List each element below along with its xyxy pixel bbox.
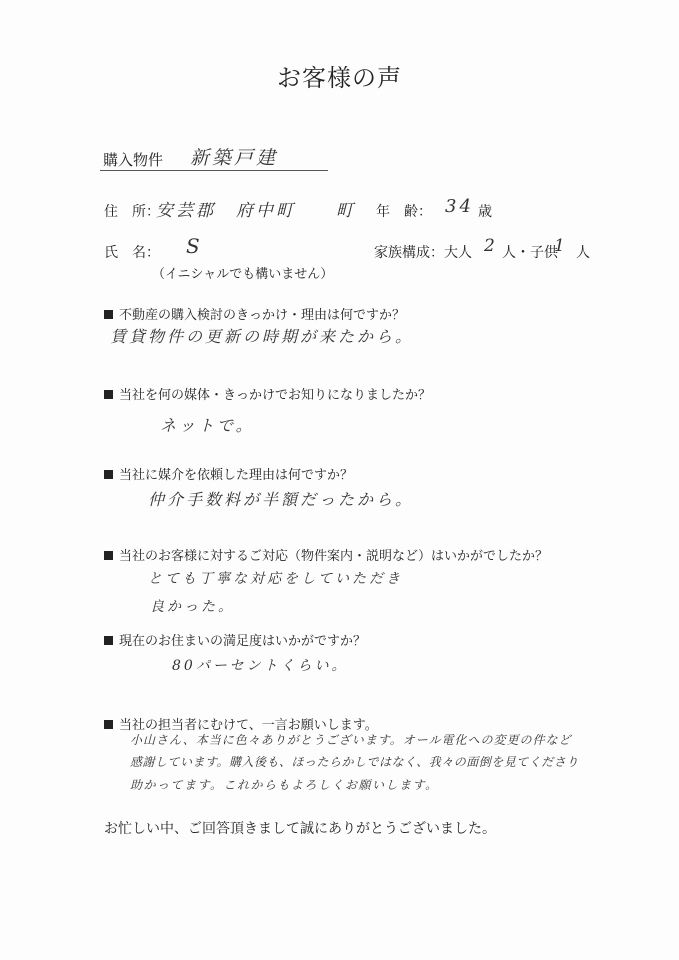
- question-2: [104, 384, 431, 403]
- family-adults: 2: [484, 236, 498, 256]
- question-text: 当社を何の媒体・きっかけでお知りになりましたか？: [119, 388, 432, 403]
- address-value: 安芸郡 府中町 町: [156, 201, 356, 221]
- question-5: [104, 630, 366, 649]
- age-value: 34: [445, 196, 474, 217]
- answer-3-line-1: 仲介手数料が半額だったから。: [148, 490, 415, 509]
- property-underline: [100, 170, 328, 171]
- answer-5-line-1: 80パーセントくらい。: [172, 658, 349, 674]
- question-text: 当社の担当者にむけて、一言お願いします。: [119, 718, 378, 733]
- answer-4-line-2: 良かった。: [150, 599, 235, 615]
- property-label: 購入物件: [103, 151, 164, 169]
- answer-6-line-2: 感謝しています。購入後も、ほったらかしではなく、我々の面倒を見てくださり: [130, 755, 579, 769]
- question-text: 不動産の購入検討のきっかけ・理由は何ですか？: [119, 308, 406, 323]
- question-text: 現在のお住まいの満足度はいかがですか？: [119, 634, 367, 649]
- question-1: [104, 304, 405, 323]
- bullet-square-icon: [104, 310, 113, 319]
- name-note: （イニシャルでも構いません）: [152, 267, 334, 282]
- property-value: 新築戸建: [190, 147, 279, 169]
- bullet-square-icon: [104, 390, 113, 399]
- bullet-square-icon: [104, 636, 113, 645]
- age-unit: 歳: [478, 204, 492, 220]
- closing-message: お忙しい中、ご回答頂きまして誠にありがとうございました。: [104, 821, 496, 837]
- answer-6-line-1: 小山さん、本当に色々ありがとうございます。オール電化への変更の件など: [130, 733, 572, 747]
- question-text: 当社に媒介を依頼した理由は何ですか？: [119, 468, 354, 483]
- question-4: [104, 545, 548, 564]
- page-title: お客様の声: [277, 64, 402, 92]
- answer-1-line-1: 賃貸物件の更新の時期が来たから。: [110, 327, 415, 346]
- question-3: [104, 464, 353, 483]
- bullet-square-icon: [104, 551, 113, 560]
- question-text: 当社のお客様に対するご対応（物件案内・説明など）はいかがでしたか？: [119, 549, 549, 564]
- bullet-square-icon: [104, 470, 113, 479]
- name-label: 氏 名：: [104, 245, 160, 261]
- bullet-square-icon: [104, 720, 113, 729]
- answer-2-line-1: ネットで。: [160, 416, 255, 435]
- age-label: 年 齢：: [376, 204, 432, 220]
- address-label: 住 所：: [104, 204, 160, 220]
- family-unit: 人: [576, 245, 590, 261]
- answer-6-line-3: 助かってます。これからもよろしくお願いします。: [130, 778, 439, 792]
- name-value: S: [186, 234, 203, 258]
- family-children: 1: [554, 236, 568, 256]
- answer-4-line-1: とても丁寧な対応をしていただき: [148, 571, 403, 587]
- family-label: 家族構成：大人: [374, 245, 472, 261]
- family-mid: 人・子供: [502, 245, 558, 261]
